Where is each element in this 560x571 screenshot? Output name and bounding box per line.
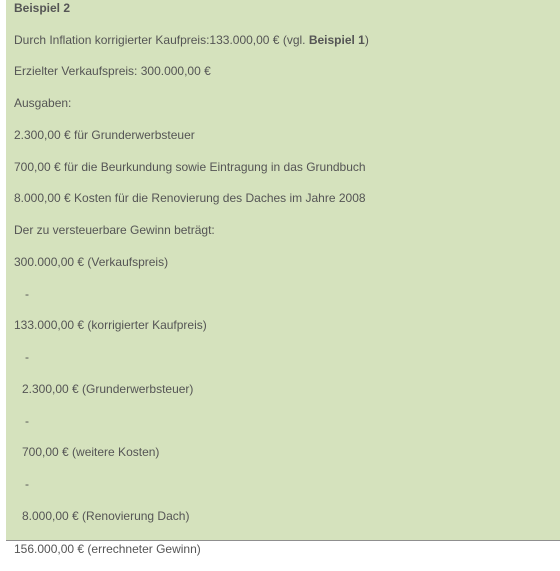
calculation-sale-price: 300.000,00 € (Verkaufspreis)	[14, 255, 169, 269]
inflation-suffix: )	[364, 33, 369, 47]
minus-sign: -	[25, 477, 29, 491]
expenses-heading: Ausgaben:	[14, 96, 72, 110]
inflation-prefix: Durch Inflation korrigierter Kaufpreis:133.000,00 € (vgl.	[14, 33, 309, 47]
calculation-other-costs: 700,00 € (weitere Kosten)	[22, 445, 160, 459]
expense-property-tax: 2.300,00 € für Grunderwerbsteuer	[14, 128, 195, 142]
example-panel	[6, 0, 560, 541]
inflation-line	[14, 32, 369, 48]
minus-sign: -	[25, 287, 29, 301]
minus-sign: -	[25, 414, 29, 428]
expense-roof-renovation: 8.000,00 € Kosten für die Renovierung des Daches im Jahre 2008	[14, 191, 366, 205]
minus-sign: -	[25, 350, 29, 364]
sale-price-line: Erzielter Verkaufspreis: 300.000,00 €	[14, 64, 211, 78]
calculation-adjusted-purchase-price: 133.000,00 € (korrigierter Kaufpreis)	[14, 318, 207, 332]
calculated-profit: 156.000,00 € (errechneter Gewinn)	[14, 542, 201, 556]
calculation-property-tax: 2.300,00 € (Grunderwerbsteuer)	[22, 382, 194, 396]
calculation-roof-renovation: 8.000,00 € (Renovierung Dach)	[22, 509, 190, 523]
expense-notary-registry: 700,00 € für die Beurkundung sowie Eintragung in das Grundbuch	[14, 160, 366, 174]
example-title: Beispiel 2	[14, 1, 71, 15]
inflation-reference: Beispiel 1	[308, 33, 365, 47]
taxable-profit-heading: Der zu versteuerbare Gewinn beträgt:	[14, 223, 215, 237]
